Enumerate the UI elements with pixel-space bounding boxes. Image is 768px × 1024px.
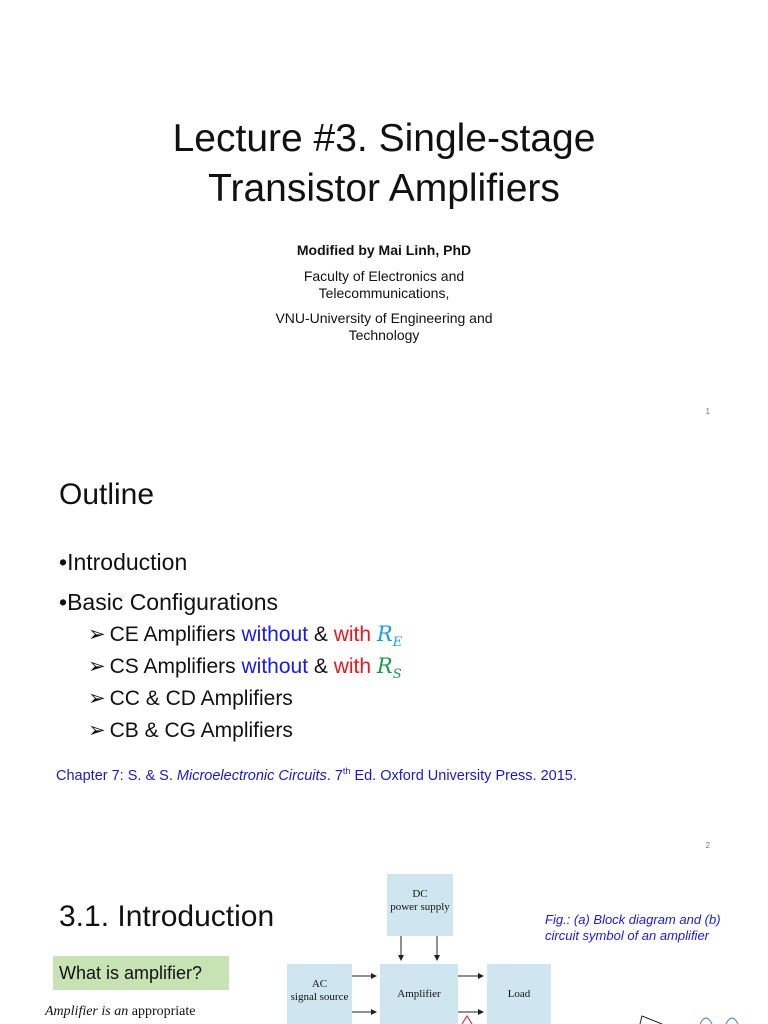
load-block: Load [487, 964, 551, 1024]
bullet-basic-configurations: •Basic Configurations [59, 589, 279, 615]
sub-item-cb: ➢ CB & CG Amplifiers [88, 719, 293, 742]
arrow-bullet-icon: ➢ [88, 719, 106, 742]
slide-number: 1 [705, 407, 710, 416]
ac-signal-source-block: AC signal source [287, 964, 352, 1024]
slide-1 [0, 0, 768, 432]
figure-caption: Fig.: (a) Block diagram and (b) circuit symbol of an amplifier [545, 912, 721, 943]
dc-power-supply-block: DC power supply [387, 874, 453, 936]
slide-number: 2 [705, 841, 710, 850]
arrow-bullet-icon: ➢ [88, 623, 106, 646]
arrow-bullet-icon: ➢ [88, 655, 106, 678]
output-wave-icon [726, 1018, 738, 1024]
question-box: What is amplifier? [53, 956, 229, 990]
affiliation-university: VNU-University of Engineering and Technology [275, 310, 493, 343]
sub-item-cs: ➢ CS Amplifiers without & with $R_S$ [88, 654, 402, 683]
affiliation-faculty: Faculty of Electronics and Telecommunications, [303, 268, 465, 301]
signal-waveform-icon [462, 1016, 472, 1024]
arrow-bullet-icon: ➢ [88, 687, 106, 710]
slide-2 [0, 432, 768, 864]
outline-title: Outline [59, 478, 155, 511]
lecture-title: Lecture #3. Single-stage Transistor Amplifiers [172, 117, 596, 210]
output-wave-icon [700, 1018, 712, 1024]
variable-re: $R_E$ [376, 622, 403, 651]
slide-3 [0, 864, 768, 1024]
reference: Chapter 7: S. & S. Microelectronic Circuits. 7th Ed. Oxford University Press. 2015. [56, 766, 577, 784]
intro-title: 3.1. Introduction [59, 900, 275, 933]
amplifier-symbol-icon [640, 1016, 662, 1024]
sub-item-ce: ➢ CE Amplifiers without & with $R_E$ [88, 622, 403, 651]
variable-rs: $R_S$ [376, 654, 402, 683]
bullet-introduction: •Introduction [59, 549, 188, 575]
amplifier-block: Amplifier [380, 964, 458, 1024]
author: Modified by Mai Linh, PhD [296, 242, 472, 258]
sub-item-cc: ➢ CC & CD Amplifiers [88, 687, 293, 710]
amplifier-definition: Amplifier is an appropriate [45, 1004, 196, 1019]
